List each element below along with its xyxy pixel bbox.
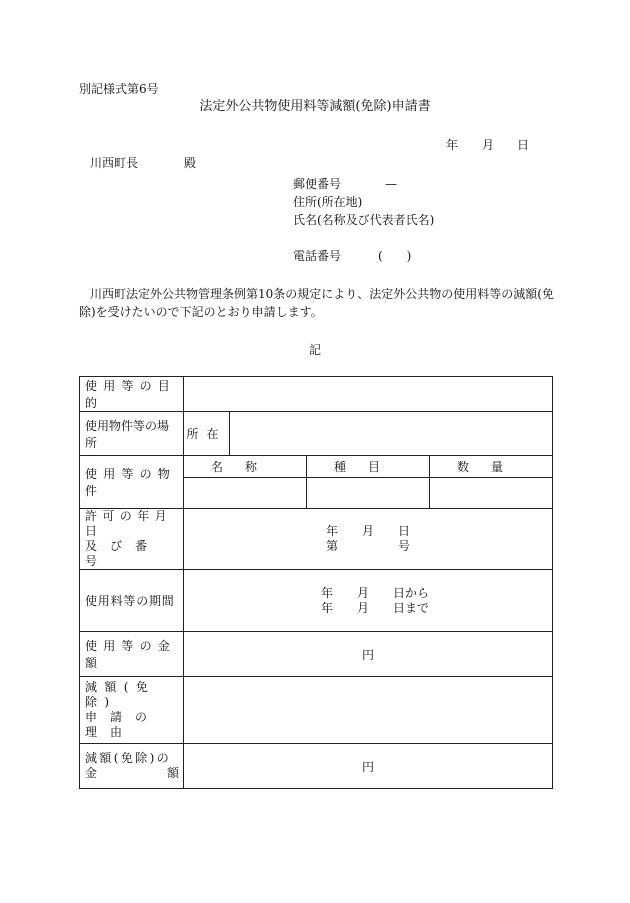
location-row: [80, 412, 553, 456]
period-label: 使用料等の期間: [80, 570, 184, 632]
reason-label-1: 減額(免除): [85, 680, 156, 709]
reason-row: [80, 677, 553, 744]
date-year-label: 年: [446, 138, 459, 152]
reduced-label-1: 減額(免除)の: [85, 751, 172, 765]
addressee: 川西町長: [90, 156, 139, 170]
period-to: 年 月 日まで: [320, 600, 429, 615]
postal-code-dash: —: [385, 177, 397, 191]
location-label: 使用物件等の場所: [80, 412, 184, 456]
reduced-label-2b: 額: [166, 766, 179, 780]
col-qty-header: [430, 456, 553, 478]
reduced-label-2: [85, 766, 179, 781]
amount-yen: 円: [361, 647, 374, 662]
purpose-row: [80, 377, 553, 412]
col-type-text: 種目: [333, 460, 402, 474]
permit-row: [80, 509, 553, 570]
name-label: 氏名(名称及び代表者氏名): [293, 213, 435, 227]
purpose-label-text: 使用等の目的: [85, 379, 177, 410]
body-text-line-1: 川西町法定外公共物管理条例第10条の規定により、法定外公共物の使用料等の減額(免: [90, 287, 554, 301]
document-title: 法定外公共物使用料等減額(免除)申請書: [199, 99, 431, 114]
address-label: 住所(所在地): [293, 195, 363, 209]
permit-value-cell[interactable]: [184, 509, 553, 570]
permit-label-1: 許可の年月日: [85, 509, 173, 538]
application-table: [79, 376, 553, 789]
phone-parentheses: ( ): [378, 249, 412, 263]
shozai-label: [184, 412, 230, 456]
postal-code-label: 郵便番号: [293, 177, 342, 191]
reduced-label-2a: 金: [85, 766, 98, 780]
amount-value-cell[interactable]: [184, 632, 553, 677]
object-type-input[interactable]: [307, 478, 430, 509]
object-label-cell: [80, 456, 184, 509]
permit-number: 第 号: [325, 539, 410, 553]
permit-label-cell: [80, 509, 184, 570]
shozai-text: 所在: [186, 427, 227, 441]
object-name-input[interactable]: [184, 478, 307, 509]
phone-label: 電話番号: [293, 249, 342, 263]
col-name-header: [184, 456, 307, 478]
purpose-label: [85, 377, 179, 411]
ki-heading: 記: [308, 343, 321, 357]
period-row: [80, 570, 553, 632]
reduced-label-cell: [80, 744, 184, 789]
object-header-row: [80, 456, 553, 478]
reason-label-cell: [80, 677, 184, 744]
reason-input[interactable]: [184, 677, 553, 744]
purpose-input[interactable]: [184, 377, 553, 412]
reduced-amount-cell[interactable]: [184, 744, 553, 789]
reduced-yen: 円: [361, 759, 374, 774]
period-from: 年 月 日から: [320, 585, 429, 600]
date-month-label: 月: [482, 138, 495, 152]
reason-label-2: 申請の理由: [85, 710, 161, 739]
permit-date: 年 月 日: [325, 524, 410, 538]
permit-label-2: 及び番号: [85, 539, 161, 568]
amount-row: [80, 632, 553, 677]
col-qty-text: 数量: [456, 460, 525, 474]
col-type-header: [307, 456, 430, 478]
object-qty-input[interactable]: [430, 478, 553, 509]
col-name-text: 名称: [210, 460, 279, 474]
location-input[interactable]: [230, 412, 553, 456]
period-value-cell[interactable]: [184, 570, 553, 632]
date-day-label: 日: [517, 138, 530, 152]
honorific: 殿: [184, 156, 197, 170]
reduced-amount-row: [80, 744, 553, 789]
body-text-line-2: 除)を受けたいので下記のとおり申請します。: [79, 305, 323, 319]
object-label: 使用等の物件: [85, 467, 177, 498]
form-number: 別記様式第6号: [79, 82, 159, 96]
amount-label: 使用等の金額: [80, 632, 184, 677]
purpose-label-cell: [80, 377, 184, 412]
